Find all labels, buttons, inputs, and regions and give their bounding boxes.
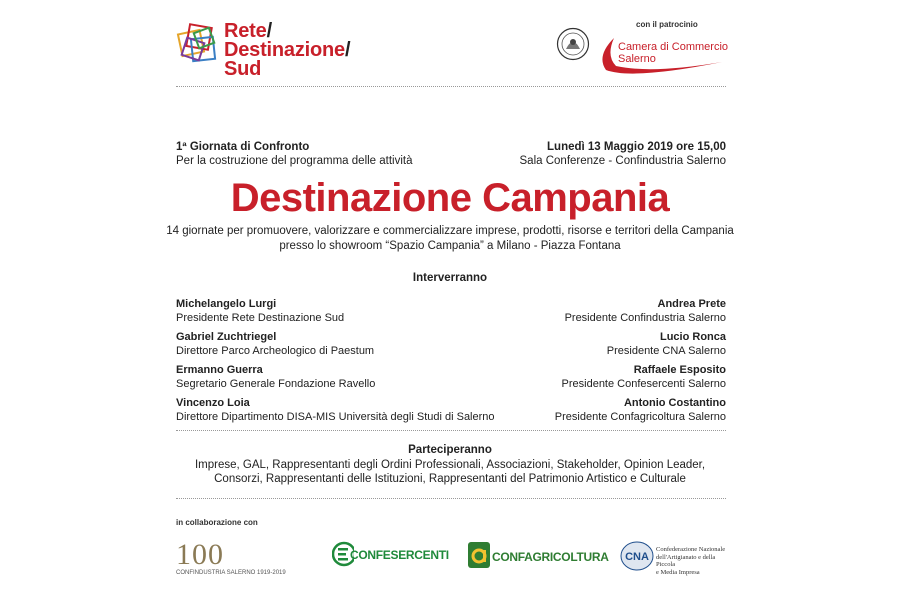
subtitle-line1: 14 giornate per promuovere, valorizzare e commercializzare imprese, prodotti, risorse e territori della Campania xyxy=(166,225,734,237)
event-info-left xyxy=(176,140,413,168)
collab-label: in collaborazione con xyxy=(176,518,258,527)
speaker-name: Antonio Costantino xyxy=(623,397,726,409)
speakers-right-column xyxy=(555,298,726,430)
speaker-entry xyxy=(555,298,726,325)
speaker-entry xyxy=(555,364,726,391)
speakers-left-column xyxy=(176,298,495,430)
speaker-role: Direttore Dipartimento DISA-MIS Università degli Studi di Salerno xyxy=(176,410,495,423)
speaker-name: Vincenzo Loia xyxy=(176,397,250,409)
cna-mark-text: CNA xyxy=(625,551,649,563)
subtitle-line2: presso lo showroom “Spazio Campania” a Milano - Piazza Fontana xyxy=(279,240,621,252)
event-date: Lunedì 13 Maggio 2019 ore 15,00 xyxy=(547,141,726,153)
confesercenti-logo xyxy=(332,540,449,570)
logo-slash: / xyxy=(266,20,272,42)
speaker-role: Direttore Parco Archeologico di Paestum xyxy=(176,344,375,357)
speaker-role: Presidente CNA Salerno xyxy=(606,344,726,357)
rete-destinazione-sud-logo-text xyxy=(224,22,350,79)
speaker-name: Michelangelo Lurgi xyxy=(176,298,277,310)
speaker-name: Gabriel Zuchtriegel xyxy=(176,331,277,343)
speaker-role: Presidente Confindustria Salerno xyxy=(564,311,726,324)
speaker-entry xyxy=(176,331,495,358)
divider xyxy=(176,86,726,87)
cciaa-line1: Camera di Commercio xyxy=(618,41,729,53)
speaker-name: Ermanno Guerra xyxy=(176,364,263,376)
participants-line2: Consorzi, Rappresentanti delle Istituzioni, Rappresentanti del Patrimonio Artistico e Culturale xyxy=(214,473,686,485)
confagricoltura-mark-icon xyxy=(468,542,490,568)
speaker-role: Presidente Rete Destinazione Sud xyxy=(176,311,345,324)
confagricoltura-text: CONFAGRICOLTURA xyxy=(492,550,609,564)
speaker-entry xyxy=(555,397,726,424)
speaker-entry xyxy=(176,298,495,325)
patrocinio-label: con il patrocinio xyxy=(636,20,698,29)
speaker-entry xyxy=(555,331,726,358)
speaker-name: Andrea Prete xyxy=(657,298,726,310)
divider xyxy=(176,498,726,499)
logo-word-sud: Sud xyxy=(224,58,262,80)
logo-word-rete: Rete xyxy=(224,20,267,42)
logo-word-destinazione: Destinazione xyxy=(224,39,345,61)
republic-seal-icon xyxy=(556,27,590,61)
divider xyxy=(176,430,726,431)
event-purpose: Per la costruzione del programma delle attività xyxy=(176,155,413,167)
parteciperanno-heading: Parteciperanno xyxy=(408,444,492,456)
rete-destinazione-sud-logo-icon xyxy=(176,22,220,66)
event-venue: Sala Conferenze - Confindustria Salerno xyxy=(519,155,726,167)
camera-commercio-name xyxy=(618,41,728,65)
confagricoltura-logo xyxy=(468,542,609,570)
confindustria-100-number: 100 xyxy=(176,538,224,571)
confesercenti-text: CONFESERCENTI xyxy=(350,548,449,562)
speaker-entry xyxy=(176,364,495,391)
interverranno-heading: Interverranno xyxy=(412,272,488,284)
confindustria-caption: CONFINDUSTRIA SALERNO 1919-2019 xyxy=(176,570,286,576)
subtitle xyxy=(0,224,900,254)
cna-line1: Confederazione Nazionale xyxy=(656,546,726,553)
speaker-entry xyxy=(176,397,495,424)
speaker-role: Presidente Confagricoltura Salerno xyxy=(554,410,726,423)
speaker-name: Raffaele Esposito xyxy=(633,364,726,376)
event-info-right xyxy=(520,140,726,168)
event-giornata: 1ª Giornata di Confronto xyxy=(176,141,310,153)
participants-line1: Imprese, GAL, Rappresentanti degli Ordini Professionali, Associazioni, Stakeholder, Opinion Leader, xyxy=(194,459,706,471)
cna-logo xyxy=(620,538,730,574)
cna-mark-icon xyxy=(620,540,654,572)
logo-slash: / xyxy=(344,39,351,61)
participants-list xyxy=(0,458,900,486)
confindustria-100-logo xyxy=(176,538,286,578)
cna-line3: e Media Impresa xyxy=(656,568,700,576)
cciaa-line2: Salerno xyxy=(618,53,656,65)
page-title: Destinazione Campania xyxy=(230,176,670,220)
cna-line2: dell'Artigianato e della Piccola xyxy=(656,553,716,568)
cna-description xyxy=(656,546,730,576)
speaker-role: Presidente Confesercenti Salerno xyxy=(561,377,726,390)
speaker-name: Lucio Ronca xyxy=(659,331,726,343)
speaker-role: Segretario Generale Fondazione Ravello xyxy=(176,377,376,390)
